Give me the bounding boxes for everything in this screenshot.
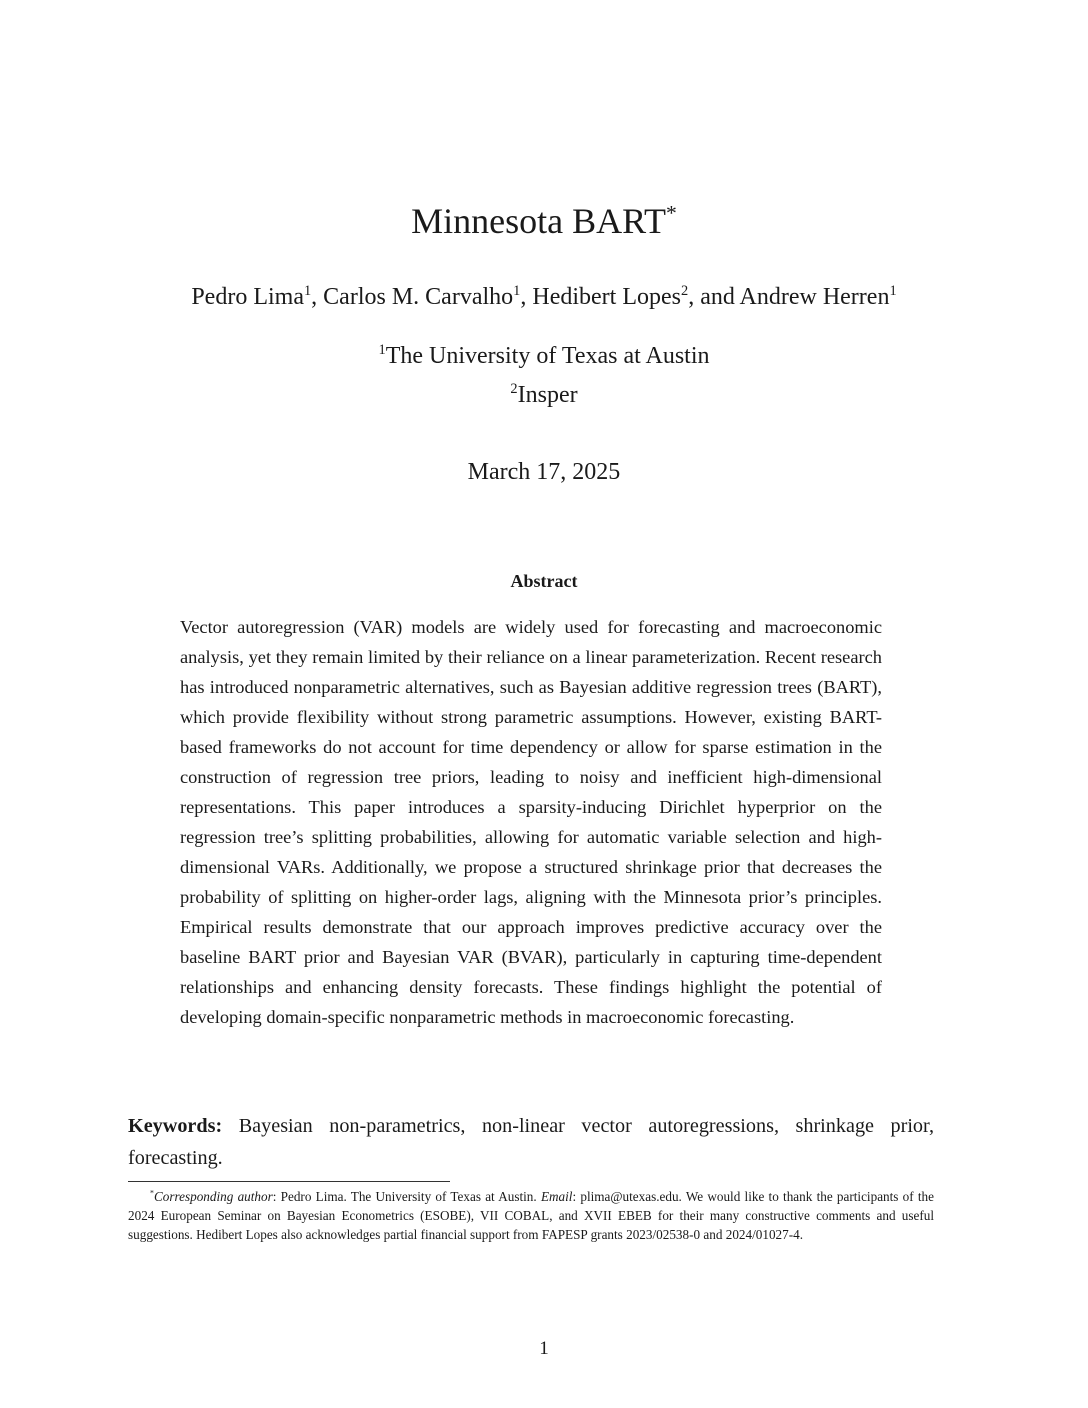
keywords-text: Bayesian non-parametrics, non-linear vector autoregressions, shrinkage prior, forecasting.	[128, 1115, 934, 1169]
affiliation-2	[0, 382, 1088, 409]
author-separator: ,	[311, 284, 324, 310]
paper-title-text: Minnesota BART	[411, 201, 667, 241]
footnote	[128, 1187, 934, 1244]
keywords-label: Keywords:	[128, 1115, 223, 1137]
author-affil-mark: 1	[513, 283, 521, 299]
author-name: Hedibert Lopes	[532, 284, 681, 310]
title-footnote-mark: *	[666, 201, 677, 225]
affiliation-mark: 2	[510, 381, 518, 397]
author-name: Pedro Lima	[191, 284, 304, 310]
abstract-text: Vector autoregression (VAR) models are widely used for forecasting and macroeconomic analysis, yet they remain limited by their reliance on a linear parameterization. Recent research has introduced nonparametric alternatives, such as Bayesian additive regression trees (BART), which provide flexibility without strong parametric assumptions. However, existing BART-based frameworks do not account for time dependency or allow for sparse estimation in the construction of regression tree priors, leading to noisy and inefficient high-dimensional representations. This paper introduces a sparsity-inducing Dirichlet hyperprior on the regression tree’s splitting probabilities, allowing for automatic variable selection and high-dimensional VARs. Additionally, we propose a structured shrinkage prior that decreases the probability of splitting on higher-order lags, aligning with the Minnesota prior’s principles. Empirical results demonstrate that our approach improves predictive accuracy over the baseline BART prior and Bayesian VAR (BVAR), particularly in capturing time-dependent relationships and enhancing density forecasts. These findings highlight the potential of developing domain-specific nonparametric methods in macroeconomic forecasting.	[180, 617, 882, 1027]
author-name: Andrew Herren	[739, 284, 890, 310]
affiliation-1	[0, 343, 1088, 370]
affiliation-name: Insper	[517, 382, 578, 408]
author-affil-mark: 2	[680, 283, 689, 299]
author-separator: ,	[520, 284, 533, 310]
author-name: Carlos M. Carvalho	[323, 284, 514, 310]
paper-title	[0, 200, 1088, 242]
affiliation-mark: 1	[378, 342, 386, 358]
affiliation-name: The University of Texas at Austin	[385, 343, 710, 369]
footnote-text-2: : plima@utexas.edu. We would like to thank the participants of the 2024 European Seminar on Bayesian Econometrics (ESOBE), VII COBAL, and XVII EBEB for their many constructive comments and useful suggestions. Hedibert Lopes also acknowledges partial financial support from FAPESP grants 2023/02538-0 and 2024/01027-4.	[128, 1189, 935, 1242]
author-affil-mark: 1	[303, 283, 312, 299]
footnote-divider	[128, 1181, 450, 1182]
author-list	[0, 284, 1088, 311]
footnote-mark: *	[150, 1188, 154, 1198]
footnote-lead: Corresponding author	[153, 1189, 273, 1204]
footnote-email-label: Email	[540, 1189, 573, 1204]
publication-date: March 17, 2025	[467, 459, 621, 485]
author-affil-mark: 1	[889, 283, 897, 299]
keywords-paragraph	[128, 1110, 934, 1174]
author-separator: , and	[688, 284, 740, 310]
page-number: 1	[539, 1338, 549, 1359]
footnote-text-1: : Pedro Lima. The University of Texas at Austin.	[272, 1189, 541, 1204]
abstract-heading: Abstract	[510, 571, 578, 591]
